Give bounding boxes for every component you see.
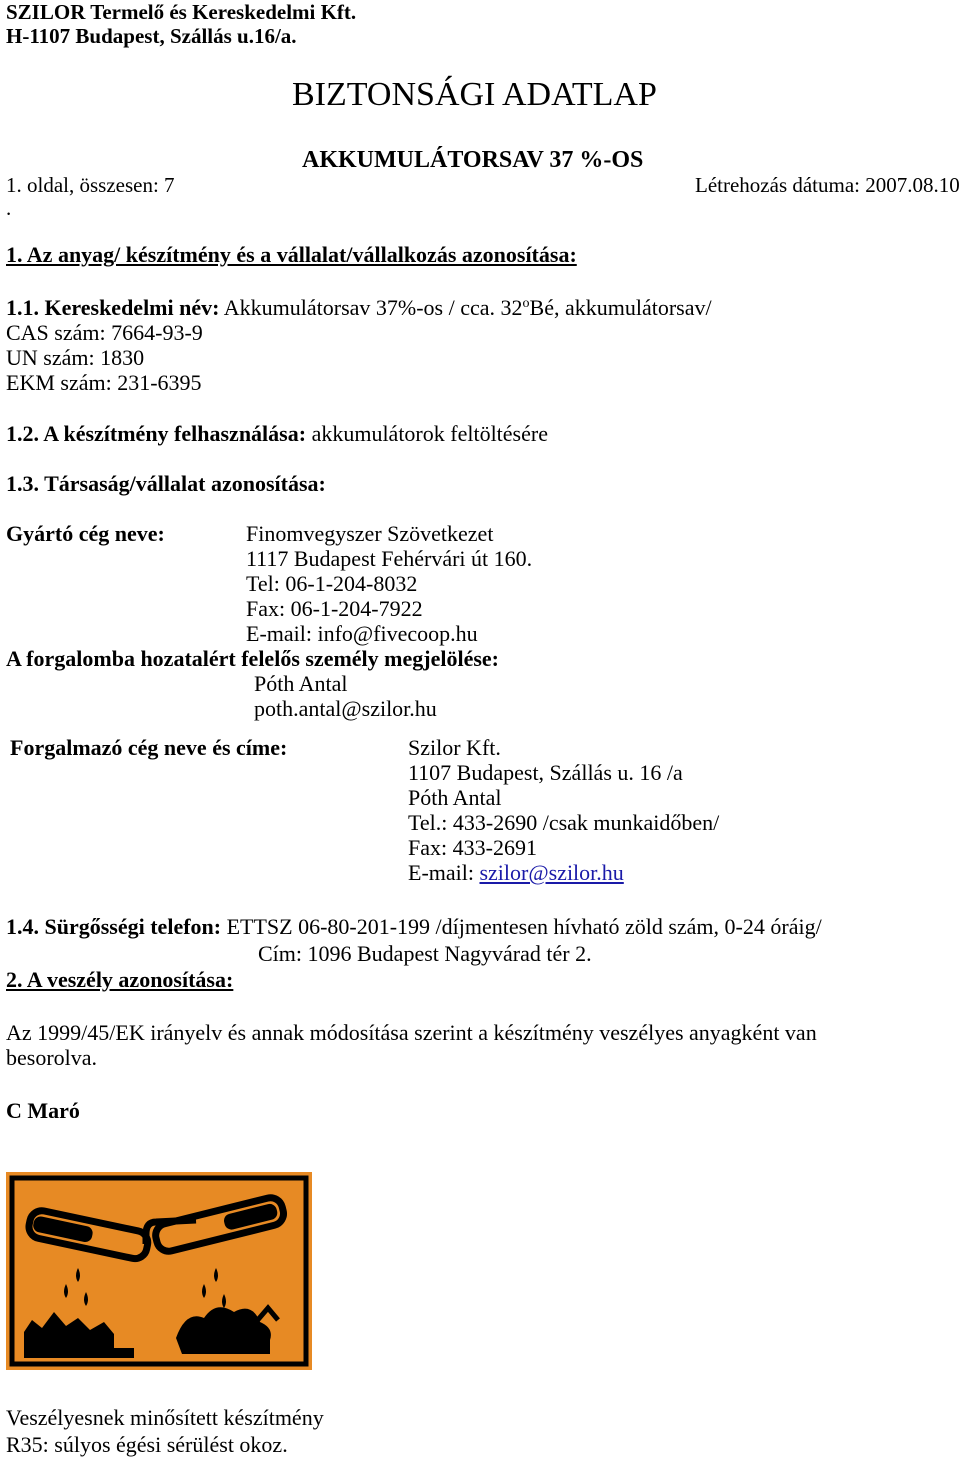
trade-name-value: Akkumulátorsav 37%-os / cca. 32 (223, 295, 523, 320)
responsible-label: A forgalomba hozatalért felelős személy megjelölése: (6, 646, 499, 671)
distributor-line: Póth Antal (408, 785, 502, 810)
distributor-line: Fax: 433-2691 (408, 835, 537, 860)
stray-dot: . (6, 196, 12, 220)
document-title: BIZTONSÁGI ADATLAP (292, 76, 657, 113)
company-id-heading: 1.3. Társaság/vállalat azonosítása: (6, 471, 326, 496)
risk-phrase: R35: súlyos égési sérülést okoz. (6, 1432, 288, 1457)
manufacturer-line: Fax: 06-1-204-7922 (246, 596, 423, 621)
company-address: H-1107 Budapest, Szállás u.16/a. (6, 24, 297, 48)
creation-date: Létrehozás dátuma: 2007.08.10 (695, 173, 960, 197)
trade-name-value-b: Bé, akkumulátorsav/ (529, 295, 712, 320)
distributor-email-line (408, 862, 624, 884)
manufacturer-line: 1117 Budapest Fehérvári út 160. (246, 546, 533, 571)
manufacturer-line: Tel: 06-1-204-8032 (246, 571, 418, 596)
un-number: UN szám: 1830 (6, 345, 145, 370)
section2-text-line2: besorolva. (6, 1045, 98, 1070)
emergency-address: Cím: 1096 Budapest Nagyvárad tér 2. (258, 941, 592, 966)
page-info: 1. oldal, összesen: 7 (6, 173, 175, 197)
responsible-line: poth.antal@szilor.hu (254, 696, 437, 721)
manufacturer-line: Finomvegyszer Szövetkezet (246, 521, 494, 546)
corrosive-hazard-pictogram-icon (6, 1172, 312, 1370)
trade-name-label: 1.1. Kereskedelmi név: (6, 295, 220, 320)
email-label: E-mail: (408, 860, 474, 885)
classification-text: Veszélyesnek minősített készítmény (6, 1405, 324, 1430)
use-value: akkumulátorok feltöltésére (311, 421, 548, 446)
cas-number: CAS szám: 7664-93-9 (6, 320, 203, 345)
manufacturer-line: E-mail: info@fivecoop.hu (246, 621, 478, 646)
section2-heading: 2. A veszély azonosítása: (6, 967, 234, 992)
use-line (6, 423, 548, 445)
degree-sup: o (522, 296, 530, 311)
use-label: 1.2. A készítmény felhasználása: (6, 421, 307, 446)
ekm-number: EKM szám: 231-6395 (6, 370, 202, 395)
distributor-label: Forgalmazó cég neve és címe: (10, 735, 288, 760)
product-name: AKKUMULÁTORSAV 37 %-OS (302, 147, 644, 173)
manufacturer-label: Gyártó cég neve: (6, 521, 165, 546)
company-name: SZILOR Termelő és Kereskedelmi Kft. (6, 0, 357, 24)
section2-text-line1: Az 1999/45/EK irányelv és annak módosítása szerint a készítmény veszélyes anyagként van (6, 1020, 817, 1045)
trade-name-line (6, 297, 712, 319)
distributor-line: Szilor Kft. (408, 735, 501, 760)
emergency-label: 1.4. Sürgősségi telefon: (6, 914, 222, 939)
hazard-symbol-label: C Maró (6, 1098, 80, 1123)
distributor-line: 1107 Budapest, Szállás u. 16 /a (408, 760, 683, 785)
distributor-line: Tel.: 433-2690 /csak munkaidőben/ (408, 810, 720, 835)
responsible-line: Póth Antal (254, 671, 348, 696)
email-link[interactable]: szilor@szilor.hu (479, 860, 624, 885)
emergency-line (6, 916, 822, 938)
section1-heading: 1. Az anyag/ készítmény és a vállalat/vállalkozás azonosítása: (6, 242, 577, 267)
emergency-value: ETTSZ 06-80-201-199 /díjmentesen hívható zöld szám, 0-24 óráig/ (226, 914, 822, 939)
